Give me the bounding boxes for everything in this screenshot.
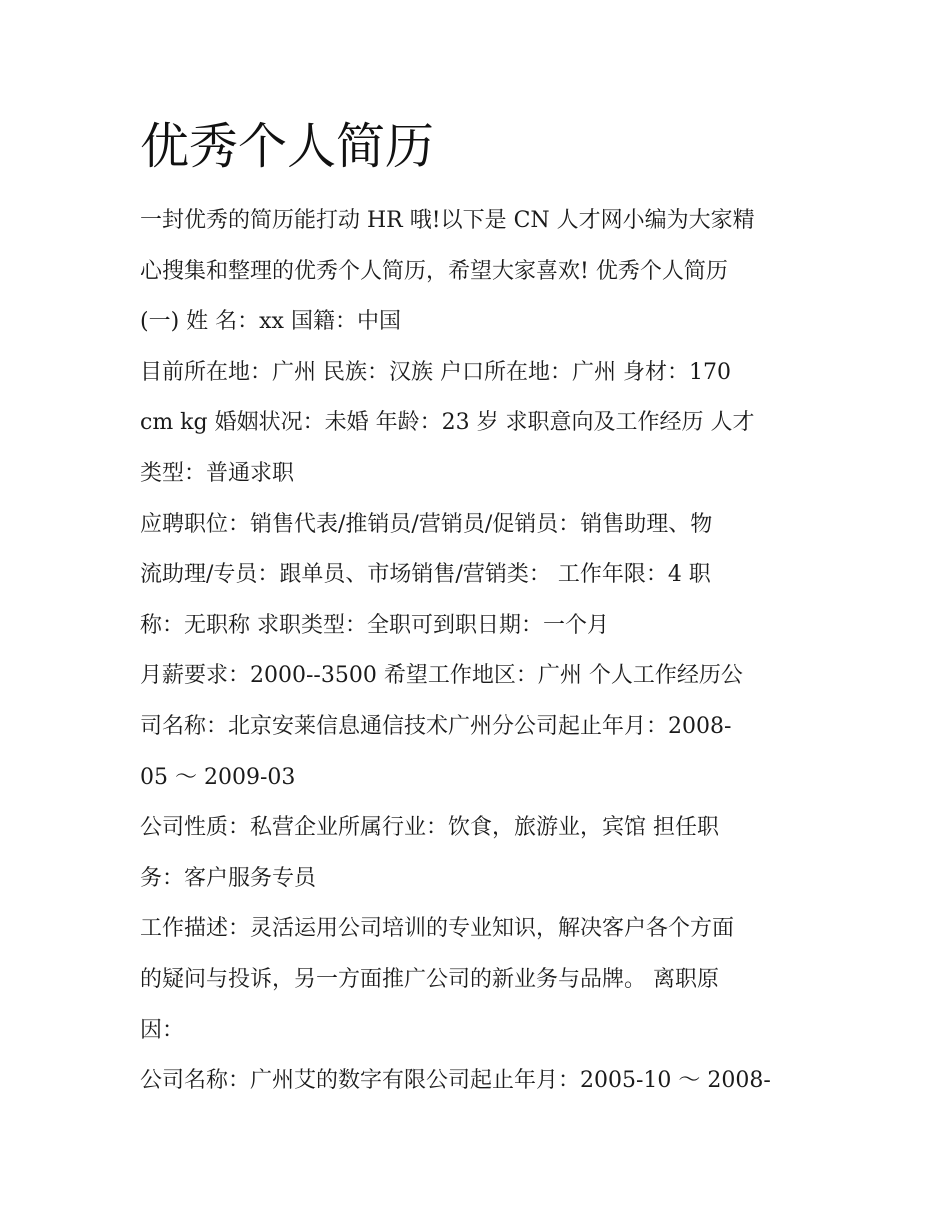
body-line: 务：客户服务专员 <box>140 865 317 891</box>
document-title: 优秀个人简历 <box>140 118 435 175</box>
document-body <box>140 196 820 1107</box>
body-line: 的疑问与投诉，另一方面推广公司的新业务与品牌。 离职原 <box>140 966 719 992</box>
body-line: 因： <box>140 1017 185 1043</box>
body-line: 称：无职称 求职类型：全职可到职日期：一个月 <box>140 612 609 638</box>
body-line: 类型：普通求职 <box>140 460 295 486</box>
body-line: 月薪要求：2000--3500 希望工作地区：广州 个人工作经历公 <box>140 663 743 689</box>
body-line: 目前所在地：广州 民族：汉族 户口所在地：广州 身材：170 <box>140 359 731 385</box>
body-line: 心搜集和整理的优秀个人简历，希望大家喜欢! 优秀个人简历 <box>140 258 728 284</box>
body-line: 流助理/专员：跟单员、市场销售/营销类： 工作年限：4 职 <box>140 562 711 588</box>
body-line: 工作描述：灵活运用公司培训的专业知识，解决客户各个方面 <box>140 916 735 942</box>
body-line: cm kg 婚姻状况：未婚 年龄：23 岁 求职意向及工作经历 人才 <box>140 410 755 436</box>
body-line: 公司性质：私营企业所属行业：饮食，旅游业，宾馆 担任职 <box>140 815 719 841</box>
body-line: (一) 姓 名：xx 国籍：中国 <box>140 309 401 335</box>
body-line: 一封优秀的简历能打动 HR 哦!以下是 CN 人才网小编为大家精 <box>140 208 755 233</box>
body-line: 司名称：北京安莱信息通信技术广州分公司起止年月：2008- <box>140 713 732 739</box>
body-line: 公司名称：广州艾的数字有限公司起止年月：2005-10 ～ 2008- <box>140 1068 771 1094</box>
body-line: 应聘职位：销售代表/推销员/营销员/促销员：销售助理、物 <box>140 511 713 537</box>
body-line: 05 ～ 2009-03 <box>140 764 296 790</box>
